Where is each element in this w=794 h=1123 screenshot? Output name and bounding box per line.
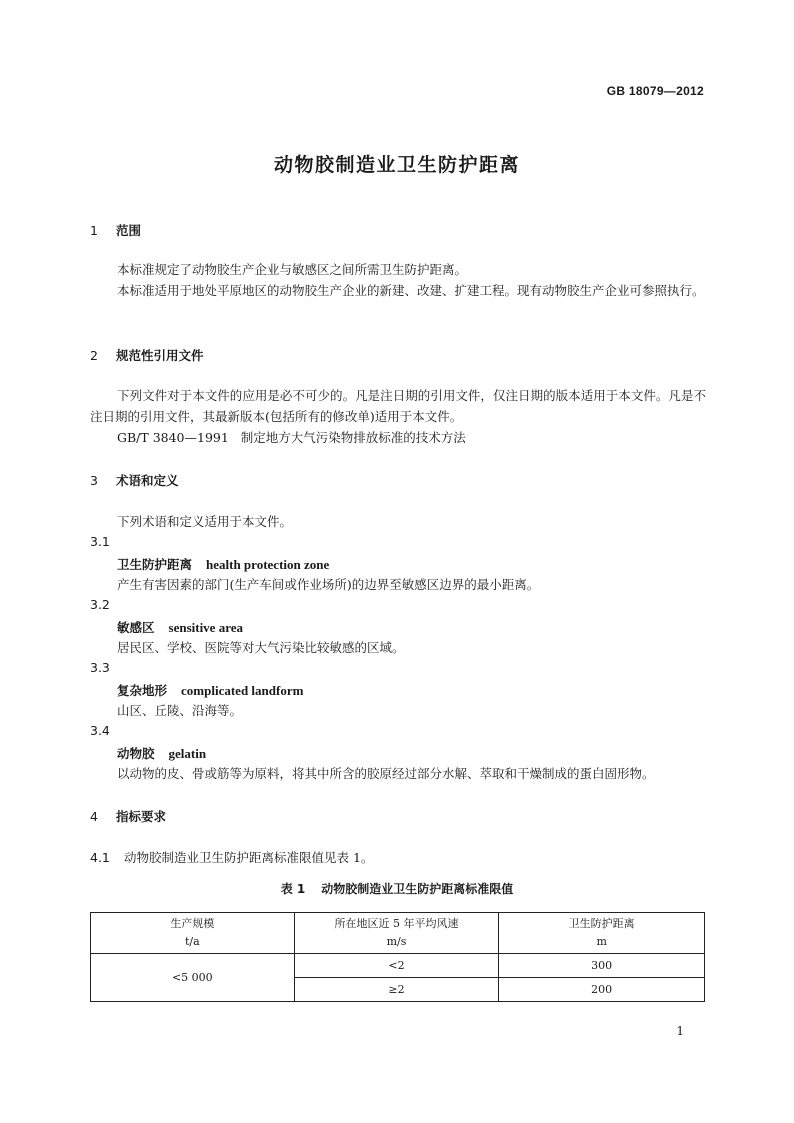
- section-number: 2: [90, 348, 98, 363]
- term-definition: 山区、丘陵、沿海等。: [117, 703, 243, 718]
- section-2-heading: [90, 346, 204, 364]
- term-number: 3.4: [90, 723, 110, 738]
- section-3-heading: [90, 471, 179, 489]
- section-4-heading: [90, 807, 166, 825]
- header-unit: t/a: [184, 935, 200, 948]
- normative-reference: GB/T 3840—1991 制定地方大气污染物排放标准的技术方法: [117, 430, 466, 445]
- term-name: [117, 618, 243, 636]
- term-definition: 居民区、学校、医院等对大气污染比较敏感的区域。: [117, 640, 405, 655]
- table-title: 动物胶制造业卫生防护距离标准限值: [321, 882, 514, 896]
- header-cell: [499, 913, 705, 954]
- term-definition: 产生有害因素的部门(生产车间或作业场所)的边界至敏感区边界的最小距离。: [117, 577, 540, 592]
- term-number: 3.1: [90, 534, 110, 549]
- section-number: 4: [90, 809, 98, 824]
- clause-4-1: [90, 848, 373, 866]
- term-name-zh: 动物胶: [117, 746, 155, 761]
- document-title: 动物胶制造业卫生防护距离: [273, 154, 520, 176]
- term-name-zh: 复杂地形: [117, 683, 168, 698]
- section-number: 1: [90, 223, 98, 238]
- section-title: 规范性引用文件: [116, 348, 204, 363]
- page-number: 1: [676, 1024, 684, 1038]
- table-row: [91, 954, 705, 978]
- scale-cell: <5 000: [91, 954, 295, 1002]
- section-3-intro: 下列术语和定义适用于本文件。: [117, 514, 293, 529]
- table-header-row: [91, 913, 705, 954]
- distance-cell: 200: [499, 978, 705, 1002]
- limits-table: [90, 912, 705, 1002]
- section-title: 术语和定义: [116, 473, 179, 488]
- standard-number: GB 18079—2012: [606, 84, 704, 98]
- distance-cell: 300: [499, 954, 705, 978]
- header-cell: [294, 913, 499, 954]
- section-1-heading: [90, 221, 141, 239]
- section-title: 指标要求: [116, 809, 167, 824]
- section-title: 范围: [116, 223, 142, 238]
- term-name: [117, 681, 303, 699]
- term-name-zh: 敏感区: [117, 620, 155, 635]
- clause-number: 4.1: [90, 850, 110, 865]
- section-number: 3: [90, 473, 98, 488]
- header-unit: m: [596, 935, 607, 948]
- term-name-en: sensitive area: [168, 620, 244, 635]
- header-unit: m/s: [386, 935, 407, 948]
- header-cell: [91, 913, 295, 954]
- term-number: 3.2: [90, 597, 110, 612]
- term-name-en: complicated landform: [181, 683, 304, 698]
- header-name: 生产规模: [170, 917, 215, 930]
- table-caption: [0, 880, 794, 897]
- table-label: 表 1: [280, 882, 306, 896]
- term-name-en: health protection zone: [206, 557, 330, 572]
- section-1-paragraph-1: 本标准规定了动物胶生产企业与敏感区之间所需卫生防护距离。: [117, 262, 468, 277]
- header-name: 所在地区近 5 年平均风速: [334, 917, 459, 930]
- section-1-paragraph-2: 本标准适用于地处平原地区的动物胶生产企业的新建、改建、扩建工程。现有动物胶生产企业可参照执行。: [117, 283, 705, 298]
- term-name-en: gelatin: [168, 746, 207, 761]
- term-name: [117, 744, 206, 762]
- term-name: [117, 555, 329, 573]
- wind-cell: <2: [294, 954, 499, 978]
- wind-cell: ≥2: [294, 978, 499, 1002]
- clause-text: 动物胶制造业卫生防护距离标准限值见表 1。: [124, 850, 374, 865]
- header-name: 卫生防护距离: [568, 917, 635, 930]
- section-2-paragraph-1: 下列文件对于本文件的应用是必不可少的。凡是注日期的引用文件，仅注日期的版本适用于本文件。凡是不注日期的引用文件，其最新版本(包括所有的修改单)适用于本文件。: [90, 388, 706, 424]
- term-definition: 以动物的皮、骨或筋等为原料，将其中所含的胶原经过部分水解、萃取和干燥制成的蛋白固形物。: [117, 766, 655, 781]
- term-number: 3.3: [90, 660, 110, 675]
- term-name-zh: 卫生防护距离: [117, 557, 193, 572]
